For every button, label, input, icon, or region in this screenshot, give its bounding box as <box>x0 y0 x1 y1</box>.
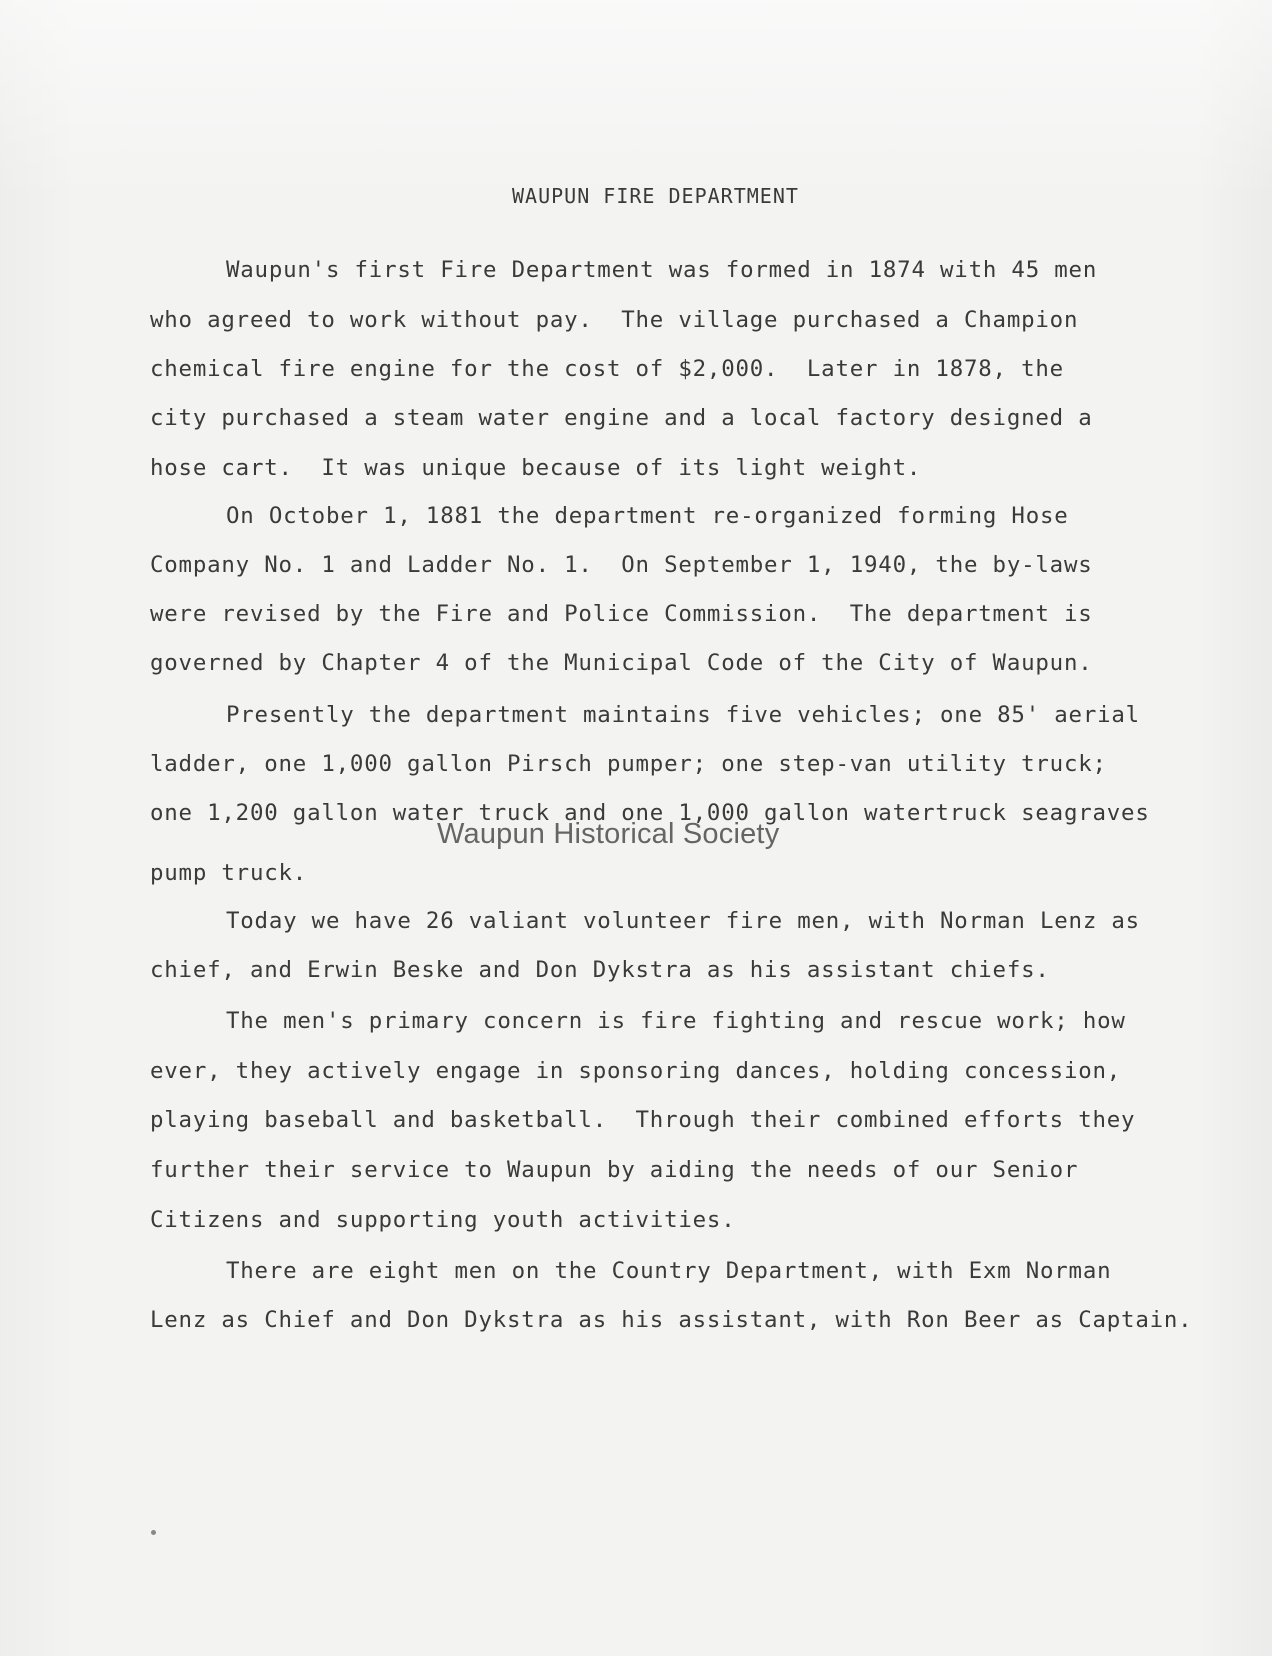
paragraph-5-line-4: further their service to Waupun by aiding the needs of our Senior <box>150 1157 1079 1183</box>
paragraph-6-line-2: Lenz as Chief and Don Dykstra as his assistant, with Ron Beer as Captain. <box>150 1307 1193 1333</box>
paragraph-4-line-1: Today we have 26 valiant volunteer fire men, with Norman Lenz as <box>226 908 1140 934</box>
paragraph-3-line-2: ladder, one 1,000 gallon Pirsch pumper; one step-van utility truck; <box>150 751 1107 777</box>
paragraph-3-line-3: one 1,200 gallon water truck and one 1,000 gallon watertruck seagraves <box>150 800 1150 826</box>
paragraph-2-line-1: On October 1, 1881 the department re-organized forming Hose <box>226 503 1069 529</box>
paragraph-2-line-4: governed by Chapter 4 of the Municipal Code of the City of Waupun. <box>150 650 1093 676</box>
document-title: WAUPUN FIRE DEPARTMENT <box>512 184 799 208</box>
paper-speck <box>151 1530 156 1535</box>
paragraph-3-line-1: Presently the department maintains five vehicles; one 85' aerial <box>226 702 1140 728</box>
paragraph-5-line-3: playing baseball and basketball. Through their combined efforts they <box>150 1107 1136 1133</box>
paragraph-1-line-5: hose cart. It was unique because of its light weight. <box>150 455 922 481</box>
paragraph-1-line-2: who agreed to work without pay. The village purchased a Champion <box>150 307 1079 333</box>
paragraph-5-line-5: Citizens and supporting youth activities. <box>150 1207 736 1233</box>
paragraph-1-line-1: Waupun's first Fire Department was formed in 1874 with 45 men <box>226 257 1098 283</box>
paragraph-1-line-4: city purchased a steam water engine and a local factory designed a <box>150 405 1093 431</box>
watermark-text: Waupun Historical Society <box>437 818 780 850</box>
paragraph-2-line-2: Company No. 1 and Ladder No. 1. On September 1, 1940, the by-laws <box>150 552 1093 578</box>
paragraph-6-line-1: There are eight men on the Country Department, with Exm Norman <box>226 1258 1112 1284</box>
paragraph-3-line-4: pump truck. <box>150 860 308 886</box>
paragraph-1-line-3: chemical fire engine for the cost of $2,000. Later in 1878, the <box>150 356 1064 382</box>
paragraph-4-line-2: chief, and Erwin Beske and Don Dykstra as his assistant chiefs. <box>150 957 1050 983</box>
paragraph-5-line-2: ever, they actively engage in sponsoring dances, holding concession, <box>150 1058 1122 1084</box>
paragraph-5-line-1: The men's primary concern is fire fighting and rescue work; how <box>226 1008 1126 1034</box>
paragraph-2-line-3: were revised by the Fire and Police Commission. The department is <box>150 601 1093 627</box>
